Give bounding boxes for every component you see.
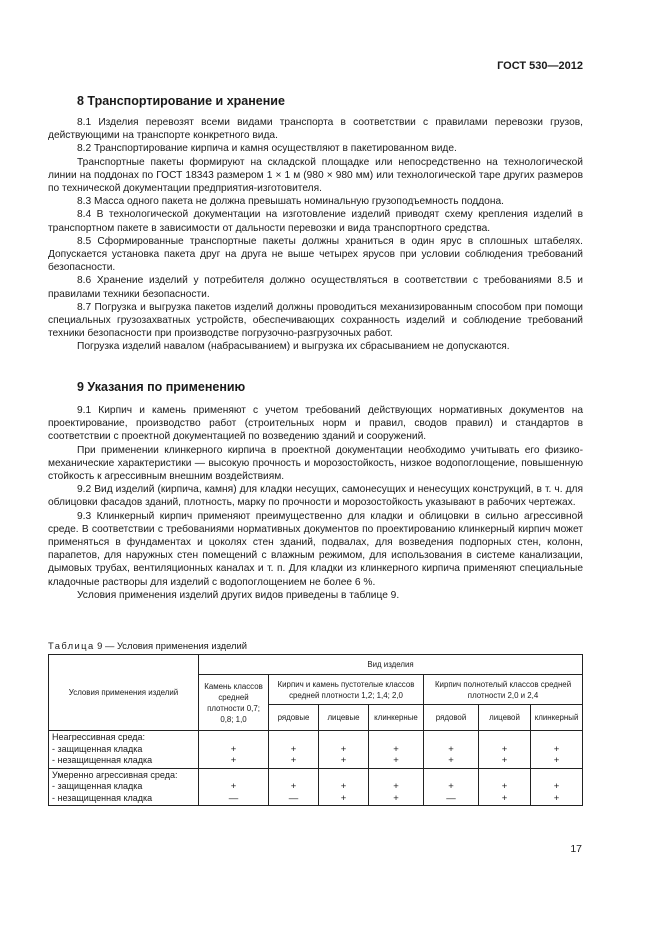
- mark: +: [290, 743, 297, 755]
- mark: +: [448, 781, 454, 792]
- section-9-title: 9 Указания по применению: [77, 380, 246, 394]
- mark: +: [290, 755, 297, 766]
- paragraph: Погрузка изделий навалом (набрасыванием) и выгрузка их сбрасыванием не допускаются.: [77, 341, 510, 353]
- cell: [199, 768, 269, 806]
- mark: +: [393, 755, 399, 766]
- mark: +: [393, 792, 399, 804]
- mark: —: [228, 792, 239, 804]
- paragraph: Транспортные пакеты формируют на складской площадке или непосредственно на технологической линии на поддонах по ГОСТ 18343 размером 1 × 1 м (980 × 980 мм) или технологической таре других размеров по технической документации предприятия-изготовителя.: [48, 156, 583, 195]
- mark: +: [340, 792, 347, 804]
- subheader: рядовые: [269, 705, 319, 731]
- header-stone: Камень классов средней плотности 0,7; 0,8; 1,0: [199, 675, 269, 731]
- paragraph: 8.6 Хранение изделий у потребителя должно осуществляться в соответствии с требованиями 8.5 и правилами техники безопасности.: [48, 275, 583, 300]
- header-conditions: Условия применения изделий: [49, 655, 199, 731]
- section-9-body: [48, 404, 583, 602]
- mark: +: [501, 755, 508, 766]
- table-caption-text: — Условия применения изделий: [105, 640, 248, 651]
- cell: [531, 731, 583, 769]
- mark: +: [553, 755, 560, 766]
- mark: +: [230, 743, 237, 755]
- paragraph: 9.3 Клинкерный кирпич применяют преимущественно для кладки и облицовки в сильно агрессивной среде. В соответствии с требованиями нормативных документов по проектированию клинкерный кирпич может применяться в фундаментах и цоколях стен зданий, подвалах, для возведения подпорных стен, колонн, парапетов, для наружных стен помещений с влажным режимом, для использования в системе канализации, дымовых трубах, вентиляционных каналах и т. п. Для кладки из клинкерного кирпича применяют специальные кладочные растворы для изделий с водопоглощением не более 6 %.: [48, 510, 583, 588]
- mark: +: [501, 743, 508, 755]
- mark: —: [446, 792, 456, 804]
- table-caption: [48, 640, 247, 651]
- paragraph: 8.3 Масса одного пакета не должна превышать номинальную грузоподъемность поддона.: [77, 196, 504, 208]
- subheader: клинкерные: [369, 705, 424, 731]
- table-caption-prefix: Таблица: [48, 640, 95, 651]
- mark: +: [448, 755, 454, 766]
- row-label: [49, 768, 199, 806]
- paragraph: 8.5 Сформированные транспортные пакеты должны храниться в один ярус в сплошных штабелях. Допускается установка пакета друг на друга не выше четырех ярусов при условии соблюдения требований безопасности.: [48, 235, 583, 274]
- mark: +: [230, 755, 237, 766]
- page-number: 17: [570, 843, 582, 855]
- mark: +: [393, 781, 399, 792]
- paragraph: 9.1 Кирпич и камень применяют с учетом требований действующих нормативных документов на проектирование, производство работ (строительных норм и правил, сводов правил) и стандартов в соответствии с проектной документацией по возведению зданий и сооружений.: [48, 405, 583, 443]
- paragraph: 8.2 Транспортирование кирпича и камня осуществляют в пакетированном виде.: [77, 143, 457, 155]
- header-product-type: Вид изделия: [199, 655, 583, 675]
- mark: +: [501, 781, 508, 792]
- paragraph: 9.2 Вид изделий (кирпича, камня) для кладки несущих, самонесущих и ненесущих конструкций, в т. ч. для облицовки фасадов зданий, плотность, марку по прочности и морозостойкость указывают в рабочих чертежах.: [48, 484, 583, 509]
- cell: [424, 768, 479, 806]
- cell: [531, 768, 583, 806]
- cell: [479, 768, 531, 806]
- cell: [319, 768, 369, 806]
- mark: +: [340, 743, 347, 755]
- cell: [369, 768, 424, 806]
- paragraph: 8.1 Изделия перевозят всеми видами транспорта в соответствии с правилами перевозки грузов, действующими на транспорте конкретного вида.: [48, 117, 583, 142]
- paragraph: Условия применения изделий других видов приведены в таблице 9.: [77, 589, 400, 601]
- mark: +: [393, 743, 399, 755]
- cell: [269, 731, 319, 769]
- header-solid: Кирпич полнотелый классов средней плотности 2,0 и 2,4: [424, 675, 583, 705]
- document-code: ГОСТ 530—2012: [497, 60, 583, 72]
- section-8-title: 8 Транспортирование и хранение: [77, 94, 285, 108]
- row-label-line: Неагрессивная среда:: [52, 732, 146, 742]
- subheader: клинкерный: [531, 705, 583, 731]
- subheader: лицевые: [319, 705, 369, 731]
- cell: [319, 731, 369, 769]
- paragraph: 8.7 Погрузка и выгрузка пакетов изделий должны проводиться механизированным способом при помощи специальных грузозахватных устройств, обеспечивающих сохранность изделий и соблюдение требований техники безопасности при производстве погрузочно-разгрузочных работ.: [48, 301, 583, 340]
- header-hollow: Кирпич и камень пустотелые классов средней плотности 1,2; 1,4; 2,0: [269, 675, 424, 705]
- mark: +: [230, 781, 237, 792]
- section-8-body: [48, 116, 583, 354]
- mark: +: [553, 792, 560, 804]
- cell: [424, 731, 479, 769]
- mark: +: [501, 792, 508, 804]
- mark: +: [553, 743, 560, 755]
- row-label-line: - защищенная кладка: [52, 743, 143, 754]
- table-caption-number: 9: [97, 640, 103, 651]
- subheader: рядовой: [424, 705, 479, 731]
- row-label: [49, 731, 199, 769]
- paragraph: 8.4 В технологической документации на изготовление изделий приводят схему крепления изделий в транспортном пакете в зависимости от дальности перевозки и вида транспортного средства.: [48, 209, 583, 234]
- row-label-line: - защищенная кладка: [52, 781, 143, 791]
- cell: [479, 731, 531, 769]
- mark: —: [288, 792, 299, 804]
- table-row: [49, 768, 583, 806]
- row-label-line: Умеренно агрессивная среда:: [52, 769, 178, 780]
- table-row: [49, 731, 583, 769]
- mark: +: [340, 755, 347, 766]
- cell: [199, 731, 269, 769]
- cell: [369, 731, 424, 769]
- cell: [269, 768, 319, 806]
- mark: +: [290, 781, 297, 792]
- conditions-table: [48, 654, 583, 806]
- mark: +: [448, 743, 454, 755]
- paragraph: При применении клинкерного кирпича в проектной документации необходимо учитывать его физико-механические характеристики — высокую прочность и морозостойкость, низкое водопоглощение, повышенную стойкость к агрессивным внешним воздействиям.: [48, 444, 583, 483]
- row-label-line: - незащищенная кладка: [52, 792, 153, 803]
- row-label-line: - незащищенная кладка: [52, 755, 153, 765]
- subheader: лицевой: [479, 705, 531, 731]
- mark: +: [553, 781, 560, 792]
- mark: +: [340, 781, 347, 792]
